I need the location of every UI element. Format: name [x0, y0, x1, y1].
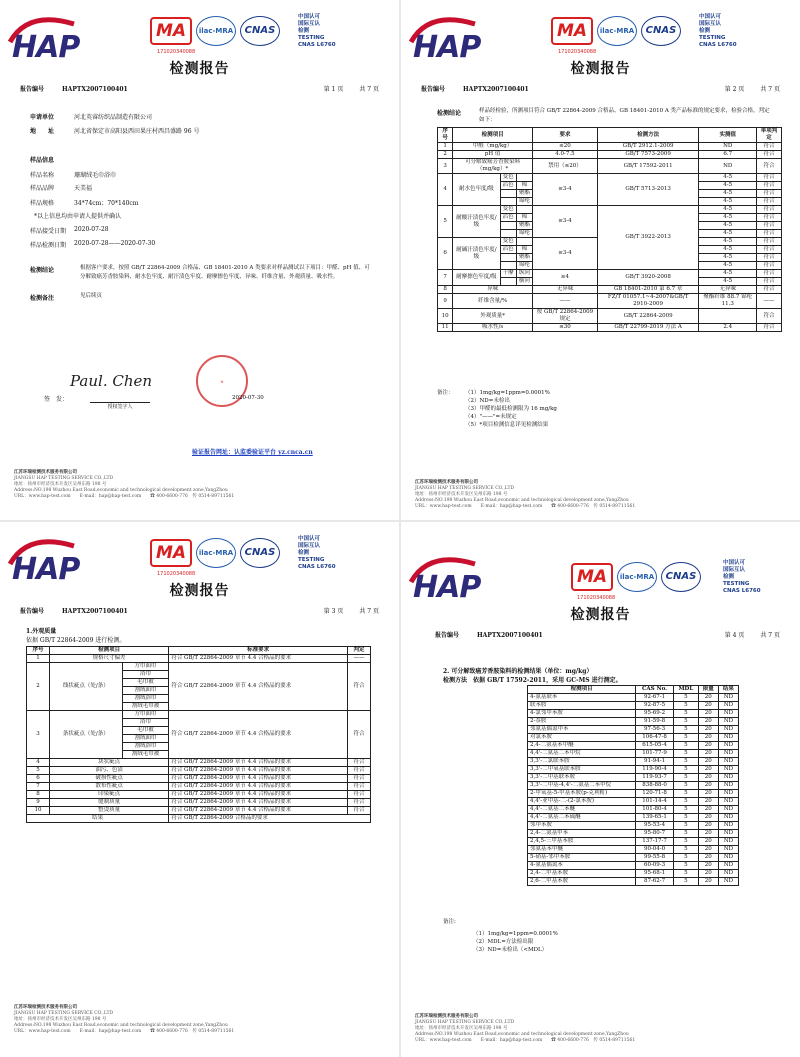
conclusion-label: 检测结论	[30, 267, 55, 274]
table-row: 沾色 棉 4-5 符合	[438, 182, 782, 190]
table-row: 割绒浴巾	[27, 743, 371, 751]
amine-table: 检测项目 CAS No. MDL 限量 结果 4-氨基联苯 92-67-1 5 20 ND 联苯胺 92-87-5 5 20 ND 4-氯邻甲苯胺 95-69-2 5 20 ND 2-萘胺 91-59-8 5 20 ND 邻氨基偶氮甲苯 97-56-3 5 20 ND 对氯苯胺 106-47-8 5 20 ND 2,4-二氨基苯甲醚 615-05-4 5 20 ND 4,4'-二氨基二苯甲烷 101-77-9 5 20 ND 3,3'-二氯联苯胺 91-94-1 5 20 ND 3,3'-二甲氧基联苯胺 119-90-4 5 20 ND 3,3'-二甲基联苯胺 119-93-7 5 20 ND 3,3'-二甲基-4,4'-二氨基二苯甲烷 838-88-0 5 20 ND 2-甲氧基-5-甲基苯胺(p-克利酊) 120-71-8 5 20 ND 4,4'-亚甲基-二-(2-氯苯胺) 101-14-4 5 20 ND 4,4'-二氨基二苯醚 101-80-4 5 20 ND 4,4'-二氨基二苯硫醚 139-65-1 5 20 ND 邻甲苯胺 95-53-4 5 20 ND 2,4-二氨基甲苯 95-80-7 5 20 ND 2,4,5-三甲基苯胺 137-17-7 5 20 ND 邻氨基苯甲醚 90-04-0 5 20 ND 5-硝基-邻甲苯胺 99-55-8 5 20 ND 4-氨基偶氮苯 60-09-3 5 20 ND 2,4-二甲基苯胺 95-68-1 5 20 ND 2,6-二甲基苯胺 87-62-7 5 20 ND	[527, 685, 739, 886]
ma-badge: MA	[150, 539, 192, 567]
report-number-line: 报告编号 HAPTX2007100401 第 1 页 共 7 页	[20, 86, 379, 93]
table-row: 2-萘胺 91-59-8 5 20 ND	[528, 718, 739, 726]
table-row: 5-硝基-邻甲苯胺 99-55-8 5 20 ND	[528, 854, 739, 862]
table-row: 4-氨基偶氮苯 60-09-3 5 20 ND	[528, 862, 739, 870]
notes: 备注：	[437, 390, 454, 396]
table-row: 4,4'-二氨基二苯甲烷 101-77-9 5 20 ND	[528, 750, 739, 758]
sample-brand-row: 样品品牌 天美福	[30, 185, 93, 192]
ilac-badge: ilac-MRA	[597, 16, 637, 46]
info-note: *以上信息均由申请人提供并确认	[34, 213, 122, 220]
accreditation-badges	[571, 562, 701, 592]
table-row: 横向 4-5 符合	[438, 278, 782, 286]
cnas-badge: CNAS	[240, 538, 280, 568]
table-row: 2,4-二氨基苯甲醚 615-05-4 5 20 ND	[528, 742, 739, 750]
table-row: 10 整烫质量 符合 GB/T 22864-2009 章节 4.4 合格品的要求 符合	[27, 807, 371, 815]
table-row: 1 甲醛（mg/kg） ≤20 GB/T 2912.1-2009 ND 符合	[438, 143, 782, 151]
ma-badge: MA	[551, 17, 593, 45]
table-row: 4-氨基联苯 92-67-1 5 20 ND	[528, 694, 739, 702]
cnas-badge: CNAS	[641, 16, 681, 46]
table-row: 1 规格尺寸偏差 符合 GB/T 22864-2009 章节 4.4 合格品的要求 ——	[27, 655, 371, 663]
footer: 江苏环瑞检测技术服务有限公司 JIANGSU HAP TESTING SERVICE CO.,LTD 地址：扬州市经济技术开发区吴州东路 198 号 Address:NO.198 Wuzhou East Road,economic and technological development zone,YangZhou URL：www.hap-test.com E-mail：hap@hap-test.com ☎ 400-6600-776 传 0514-89711561	[14, 470, 235, 499]
table-row: 2,4,5-三甲基苯胺 137-17-7 5 20 ND	[528, 838, 739, 846]
ma-badge: MA	[150, 17, 192, 45]
page-title: 检测报告	[169, 61, 230, 77]
table-row: 聚酯 4-5 符合	[438, 190, 782, 198]
table-row: 聚酯 4-5 符合	[438, 254, 782, 262]
table-row: 4,4'-亚甲基-二-(2-氯苯胺) 101-14-4 5 20 ND	[528, 798, 739, 806]
report-page-3	[0, 522, 399, 1057]
table-row: 对氯苯胺 106-47-8 5 20 ND	[528, 734, 739, 742]
table-row: 9 缝制质量 符合 GB/T 22864-2009 章节 4.4 合格品的要求 符合	[27, 799, 371, 807]
stamp-date: 2020-07-30	[232, 395, 264, 401]
table-row: 2 pH 值 4.0-7.5 GB/T 7573-2009 6.7 符合	[438, 151, 782, 159]
table-row: 邻甲苯胺 95-53-4 5 20 ND	[528, 822, 739, 830]
table-row: 8 异味 无异味 GB 18401-2010 第 6.7 章 无异味 符合	[438, 286, 782, 294]
sign-label: 签 发：	[44, 396, 69, 403]
table-row: 浴巾	[27, 671, 371, 679]
table-row: 3 可分解致癌芳香胺染料（mg/kg）* 禁用（≤20） GB/T 17592-2011 ND 符合	[438, 159, 782, 174]
accreditation-badges	[551, 16, 681, 46]
conclusion-text: 根据客户要求，按照 GB/T 22864-2009 合格品、GB 18401-2010 A 类要求对样品测试以下项目：甲醛、pH 值、可分解致癌芳香胺染料、耐水色牢度、耐汗渍色牢度、耐摩擦色牢度、异味、纤维含量、外观质量、吸水性。	[80, 265, 370, 280]
ma-badge: MA	[571, 563, 613, 591]
report-number-line: 报告编号 HAPTX2007100401 第 2 页 共 7 页	[421, 86, 780, 93]
accreditation-text: 中国认可 国际互认 检测 TESTING CNAS L6760	[699, 14, 737, 48]
cert-number: 171020340088	[157, 571, 196, 577]
sample-name-row: 样品名称 珊瑚绒毛巾浴巾	[30, 172, 117, 179]
cnas-badge: CNAS	[240, 16, 280, 46]
notes-list: （1）1mg/kg=1ppm=0.0001% （2）MDL=方法检出限 （3）ND=未检出（<MDL）	[473, 931, 558, 953]
accreditation-badges	[150, 16, 280, 46]
footer: 江苏环瑞检测技术服务有限公司 JIANGSU HAP TESTING SERVICE CO.,LTD 地址：扬州市经济技术开发区吴州东路 198 号 Address:NO.198 Wuzhou East Road,economic and technological development zone,YangZhou URL：www.hap-test.com E-mail：hap@hap-test.com ☎ 400-6600-776 传 0514-89711561	[415, 1014, 636, 1043]
table-row: 4 耐水色牢度/级 变色 ≥3-4 GB/T 5713-2013 4-5 符合	[438, 174, 782, 182]
table-row: 8 印染疵点 符合 GB/T 22864-2009 章节 4.4 合格品的要求 符合	[27, 791, 371, 799]
accreditation-badges	[150, 538, 280, 568]
result-row: 结果 符合 GB/T 22864-2009 合格品的要求	[27, 815, 371, 823]
test-date-row: 样品检测日期 2020-07-28——2020-07-30	[30, 240, 156, 249]
table-row: 7 散布性疵点 符合 GB/T 22864-2009 章节 4.4 合格品的要求 符合	[27, 783, 371, 791]
table-row: 2,6-二甲基苯胺 87-62-7 5 20 ND	[528, 878, 739, 886]
table-row: 锦纶 4-5 符合	[438, 230, 782, 238]
accreditation-text: 中国认可 国际互认 检测 TESTING CNAS L6760	[298, 536, 336, 570]
address-row: 地 址 河北省保定市高阳县西田果庄村西昌盛路 96 号	[30, 128, 200, 135]
verify-link[interactable]: 验证报告网址：认监委验证平台 yz.cnca.cn	[192, 449, 313, 456]
section-title: 1.外观质量	[26, 628, 57, 635]
received-row: 样品接受日期 2020-07-28	[30, 226, 109, 235]
page-title: 检测报告	[570, 61, 631, 77]
accreditation-text: 中国认可 国际互认 检测 TESTING CNAS L6760	[298, 14, 336, 48]
remarks-label: 检测备注	[30, 295, 55, 302]
applicant-row: 申请单位 河北英睿纺织品制造有限公司	[30, 114, 153, 121]
table-row: 沾色 棉 4-5 符合	[438, 246, 782, 254]
table-row: 浴巾	[27, 719, 371, 727]
sample-spec-row: 样品规格 34*74cm；70*140cm	[30, 200, 139, 207]
table-row: 5 油污、色渍 符合 GB/T 22864-2009 章节 4.4 合格品的要求 符合	[27, 767, 371, 775]
hap-logo: HAP	[413, 556, 480, 591]
table-row: 割绒浴巾	[27, 695, 371, 703]
table-row: 6 破损性疵点 符合 GB/T 22864-2009 章节 4.4 合格品的要求 符合	[27, 775, 371, 783]
ilac-badge: ilac-MRA	[196, 16, 236, 46]
hap-logo: HAP	[12, 538, 79, 573]
table-row: 6 耐碱汗渍色牢度/级 变色 ≥3-4 4-5 符合	[438, 238, 782, 246]
report-number-line: 报告编号 HAPTX2007100401 第 3 页 共 7 页	[20, 608, 379, 615]
report-page-1	[0, 0, 399, 520]
table-row: 割绒毛巾被	[27, 751, 371, 759]
table-row: 4,4'-二氨基二苯醚 101-80-4 5 20 ND	[528, 806, 739, 814]
table-row: 11 吸水性/s ≤30 GB/T 22799-2019 方法 A 2.4 符合	[438, 324, 782, 332]
table-row: 7 耐摩擦色牢度/级 干摩 纵向 ≥4 GB/T 3920-2008 4-5 符合	[438, 270, 782, 278]
remarks-text: 见后续页	[80, 293, 103, 299]
cnas-badge: CNAS	[661, 562, 701, 592]
page-title: 检测报告	[570, 607, 631, 623]
cert-number: 171020340088	[157, 49, 196, 55]
table-row: 割绒毛巾被	[27, 703, 371, 711]
notes: 备注:	[443, 919, 456, 925]
company-stamp: ★	[196, 355, 248, 407]
ilac-badge: ilac-MRA	[196, 538, 236, 568]
section-basis: 依据 GB/T 22864-2009 进行检测。	[26, 637, 126, 644]
table-row: 5 耐酸汗渍色牢度/级 变色 ≥3-4 GB/T 3922-2013 4-5 符合	[438, 206, 782, 214]
table-row: 邻氨基苯甲醚 90-04-0 5 20 ND	[528, 846, 739, 854]
table-row: 邻氨基偶氮甲苯 97-56-3 5 20 ND	[528, 726, 739, 734]
appearance-table: 序号 检测项目 标准要求 判定 1 规格尺寸偏差 符合 GB/T 22864-2009 章节 4.4 合格品的要求 —— 2 线状疵点（处/条） 方巾面巾 符合 GB/T 22864-2009 章节 4.4 合格品的要求 符合 浴巾 毛巾被 割绒面巾 割绒浴巾 割绒毛巾被 3 条状疵点（处/条） 方巾面巾 符合 GB/T 22864-2009 章节 4.4 合格品的要求 符合 浴巾 毛巾被 割绒面巾 割绒浴巾 割绒毛巾被 4 块状疵点 符合 GB/T 22864-2009 章节 4.4 合格品的要求 符合 5 油污、色渍 符合 GB/T 22864-2009 章节 4.4 合格品的要求 符合 6 破损性疵点 符合 GB/T 22864-2009 章节 4.4 合格品的要求 符合 7 散布性疵点 符合 GB/T 22864-2009 章节 4.4 合格品的要求 符合 8 印染疵点 符合 GB/T 22864-2009 章节 4.4 合格品的要求 符合 9 缝制质量 符合 GB/T 22864-2009 章节 4.4 合格品的要求 符合 10 整烫质量 符合 GB/T 22864-2009 章节 4.4 合格品的要求 符合 结果 符合 GB/T 22864-2009 合格品的要求	[26, 646, 371, 823]
footer: 江苏环瑞检测技术服务有限公司 JIANGSU HAP TESTING SERVICE CO.,LTD 地址：扬州市经济技术开发区吴州东路 198 号 Address:NO.198 Wuzhou East Road,economic and technological development zone,YangZhou URL：www.hap-test.com E-mail：hap@hap-test.com ☎ 400-6600-776 传 0514-89711561	[415, 480, 636, 509]
table-row: 2-甲氧基-5-甲基苯胺(p-克利酊) 120-71-8 5 20 ND	[528, 790, 739, 798]
ilac-badge: ilac-MRA	[617, 562, 657, 592]
table-row: 毛巾被	[27, 727, 371, 735]
section-basis: 检测方法 依据 GB/T 17592-2011，采用 GC-MS 进行测定。	[443, 677, 622, 684]
table-row: 聚酯 4-5 符合	[438, 222, 782, 230]
table-row: 2 线状疵点（处/条） 方巾面巾 符合 GB/T 22864-2009 章节 4.4 合格品的要求 符合	[27, 663, 371, 671]
page-title: 检测报告	[169, 583, 230, 599]
conclusion-text: 样品经检验，所测项目符合 GB/T 22864-2009 合格品、GB 18401-2010 A 类产品标准的规定要求，检验合格，判定如下：	[479, 108, 770, 123]
table-row: 4,4'-二氨基二苯硫醚 139-65-1 5 20 ND	[528, 814, 739, 822]
table-row: 联苯胺 92-87-5 5 20 ND	[528, 702, 739, 710]
table-row: 9 纤维含量/% —— FZ/T 01057.1~4-2007&GB/T 2910-2009 聚酯纤维 88.7 锦纶 11.3 ——	[438, 294, 782, 309]
table-row: 锦纶 4-5 符合	[438, 262, 782, 270]
report-page-2	[401, 0, 800, 520]
table-row: 3,3'-二甲氧基联苯胺 119-90-4 5 20 ND	[528, 766, 739, 774]
table-row: 3,3'-二甲基-4,4'-二氨基二苯甲烷 838-88-0 5 20 ND	[528, 782, 739, 790]
footer: 江苏环瑞检测技术服务有限公司 JIANGSU HAP TESTING SERVICE CO.,LTD 地址：扬州市经济技术开发区吴州东路 198 号 Address:NO.198 Wuzhou East Road,economic and technological development zone,YangZhou URL：www.hap-test.com E-mail：hap@hap-test.com ☎ 400-6600-776 传 0514-89711561	[14, 1005, 235, 1034]
cert-number: 171020340088	[558, 49, 597, 55]
sample-section-title: 样品信息	[30, 157, 55, 164]
table-row: 3 条状疵点（处/条） 方巾面巾 符合 GB/T 22864-2009 章节 4.4 合格品的要求 符合	[27, 711, 371, 719]
table-row: 割绒面巾	[27, 735, 371, 743]
results-table: 序号 检测项目 要求 检测方法 实测值 单项判定 1 甲醛（mg/kg） ≤20 GB/T 2912.1-2009 ND 符合 2 pH 值 4.0-7.5 GB/T 7573-2009 6.7 符合 3 可分解致癌芳香胺染料（mg/kg）* 禁用（≤20） GB/T 17592-2011 ND 符合 4 耐水色牢度/级 变色 ≥3-4 GB/T 5713-2013 4-5 符合 沾色 棉 4-5 符合 聚酯 4-5 符合 锦纶 4-5 符合 5 耐酸汗渍色牢度/级 变色 ≥3-4 GB/T 3922-2013 4-5 符合 沾色 棉 4-5 符合 聚酯 4-5 符合 锦纶 4-5 符合 6 耐碱汗渍色牢度/级 变色 ≥3-4 4-5 符合 沾色 棉 4-5 符合 聚酯 4-5 符合 锦纶 4-5 符合 7 耐摩擦色牢度/级 干摩 纵向 ≥4 GB/T 3920-2008 4-5 符合 横向 4-5 符合 8 异味 无异味 GB 18401-2010 第 6.7 章 无异味 符合 9 纤维含量/% —— FZ/T 01057.1~4-2007&GB/T 2910-2009 聚酯纤维 88.7 锦纶 11.3 —— 10 外观质量* 按 GB/T 22864-2009 规定 GB/T 22864-2009 符合 11 吸水性/s ≤30 GB/T 22799-2019 方法 A 2.4 符合	[437, 127, 782, 332]
signature: Paul. Chen	[70, 372, 153, 390]
report-number-line: 报告编号 HAPTX2007100401 第 4 页 共 7 页	[435, 632, 780, 639]
table-row: 2,4-二甲基苯胺 95-68-1 5 20 ND	[528, 870, 739, 878]
conclusion-label: 检测结论	[437, 110, 462, 117]
table-row: 3,3'-二氯联苯胺 91-94-1 5 20 ND	[528, 758, 739, 766]
table-row: 毛巾被	[27, 679, 371, 687]
hap-logo: HAP	[413, 16, 480, 51]
table-row: 4-氯邻甲苯胺 95-69-2 5 20 ND	[528, 710, 739, 718]
table-row: 3,3'-二甲基联苯胺 119-93-7 5 20 ND	[528, 774, 739, 782]
table-row: 2,4-二氨基甲苯 95-80-7 5 20 ND	[528, 830, 739, 838]
table-row: 割绒面巾	[27, 687, 371, 695]
cert-number: 171020340088	[577, 595, 616, 601]
report-page-4	[401, 522, 800, 1057]
table-row: 沾色 棉 4-5 符合	[438, 214, 782, 222]
hap-logo: HAP	[12, 16, 79, 51]
table-row: 10 外观质量* 按 GB/T 22864-2009 规定 GB/T 22864-2009 符合	[438, 309, 782, 324]
table-row: 4 块状疵点 符合 GB/T 22864-2009 章节 4.4 合格品的要求 符合	[27, 759, 371, 767]
table-row: 锦纶 4-5 符合	[438, 198, 782, 206]
signer-label: 授权签字人	[90, 402, 150, 410]
notes-list: （1）1mg/kg=1ppm=0.0001% （2）ND=未检出 （3）甲醛的最低检测限为 16 mg/kg （4）"——"=未规定 （5）*项目检测信息详见检测结果	[465, 390, 557, 428]
section-title: 2. 可分解致癌芳香胺染料的检测结果（单位：mg/kg）	[443, 668, 593, 675]
accreditation-text: 中国认可 国际互认 检测 TESTING CNAS L6760	[723, 560, 761, 594]
